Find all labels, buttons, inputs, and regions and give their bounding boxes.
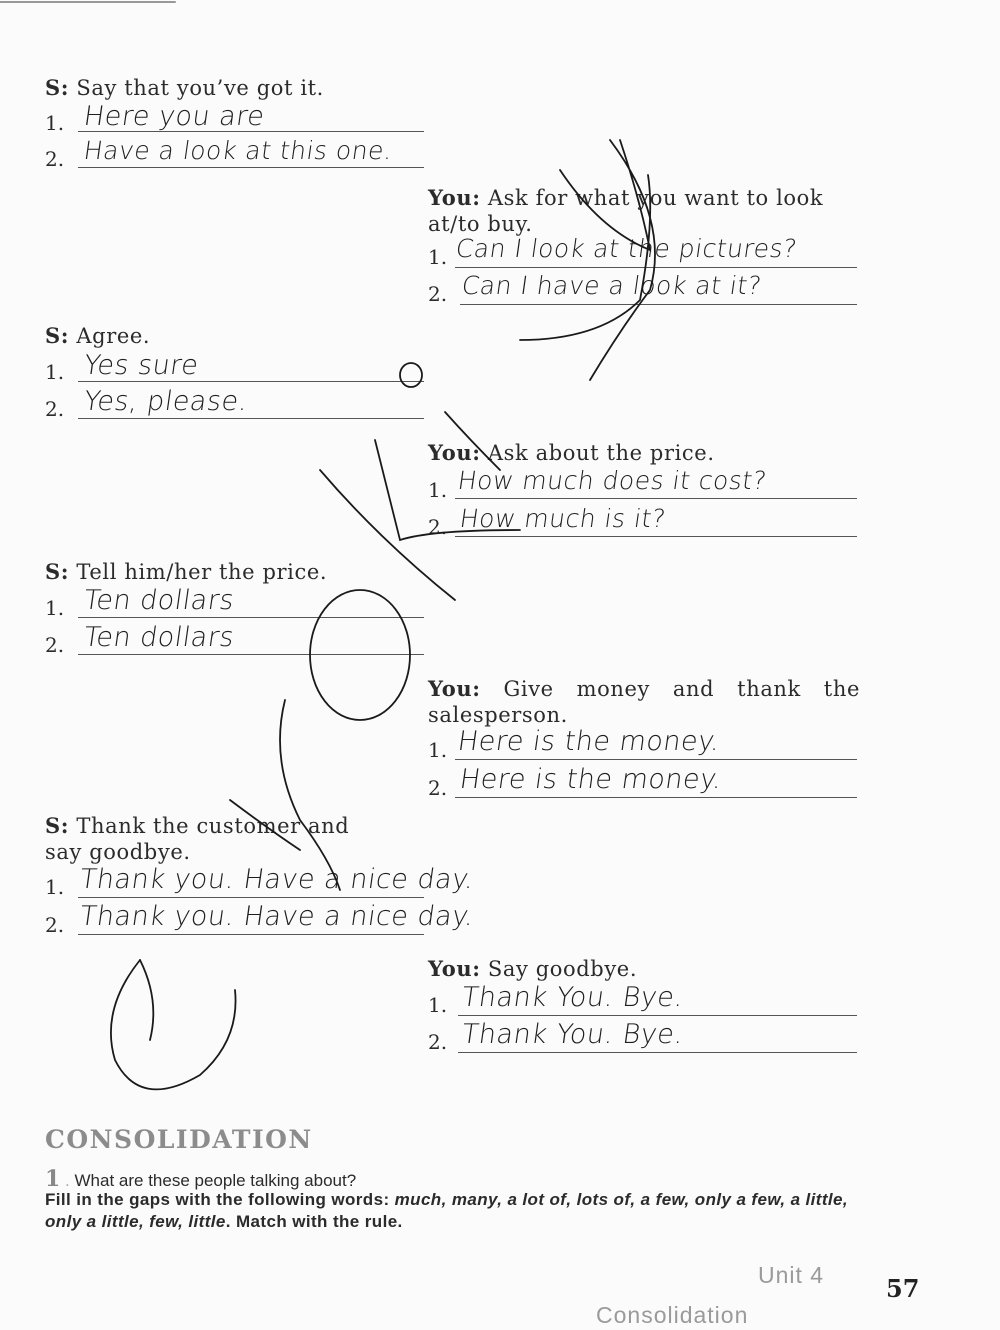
- task-question: 1 . What are these people talking about?: [45, 1166, 357, 1192]
- handwritten-answer: Here is the money.: [457, 764, 725, 795]
- line-number: 2.: [428, 776, 448, 800]
- handwritten-answer: Ten dollars: [81, 622, 237, 653]
- line-number: 2.: [428, 1030, 448, 1054]
- line-number: 1.: [428, 245, 448, 269]
- handwritten-answer: Thank you. Have a nice day.: [77, 864, 477, 895]
- task-number: 1: [45, 1166, 61, 1192]
- footer-unit: Unit 4: [758, 1262, 825, 1288]
- prompt-agree: S: Agree.: [45, 323, 151, 348]
- handwritten-answer: Can I have a look at it?: [459, 271, 764, 300]
- loop-mark: [111, 960, 236, 1089]
- line-number: 2.: [428, 282, 448, 306]
- prompt-thank-customer: S: Thank the customer and say goodbye.: [45, 813, 350, 864]
- task-instruction: Fill in the gaps with the following words: much, many, a lot of, lots of, a few, only a few, a little, only a little, few, little. Match with the rule.: [45, 1190, 849, 1231]
- prompt-ask-price: You: Ask about the price.: [428, 440, 715, 465]
- handwritten-answer: How much does it cost?: [455, 466, 769, 495]
- line-number: 1.: [45, 596, 65, 620]
- line-number: 2.: [45, 633, 65, 657]
- word-list: much, many, a lot of, lots of, a few, only a few, a little, only a little, few, little: [45, 1190, 849, 1231]
- circle-mark: [400, 363, 422, 387]
- prompt-say-got-it: S: Say that you’ve got it.: [45, 75, 324, 100]
- handwritten-answer: Can I look at the pictures?: [453, 234, 800, 263]
- handwritten-answer: Thank You. Bye.: [459, 1019, 686, 1050]
- prompt-say-goodbye: You: Say goodbye.: [428, 956, 638, 981]
- line-number: 1.: [428, 478, 448, 502]
- handwritten-answer: Here is the money.: [455, 726, 723, 757]
- line-number: 1.: [45, 360, 65, 384]
- footer-section: Consolidation: [596, 1302, 749, 1328]
- handwritten-answer: Thank You. Bye.: [459, 982, 686, 1013]
- prompt-tell-price: S: Tell him/her the price.: [45, 559, 328, 584]
- line-number: 2.: [45, 397, 65, 421]
- prompt-ask-for-item: You: Ask for what you want to look at/to buy.: [428, 185, 824, 236]
- line-number: 1.: [45, 875, 65, 899]
- line-number: 1.: [428, 993, 448, 1017]
- line-number: 2.: [428, 515, 448, 539]
- line-number: 1.: [45, 111, 65, 135]
- checkmark-mark: [560, 140, 655, 380]
- page-number: 57: [886, 1274, 920, 1303]
- consolidation-title: CONSOLIDATION: [45, 1125, 313, 1154]
- handwritten-answer: Yes, please.: [81, 386, 250, 417]
- line-number: 2.: [45, 147, 65, 171]
- handwritten-answer: How much is it?: [457, 504, 668, 533]
- oval-mark: [310, 590, 410, 720]
- prompt-give-money: You: Give money and thank the salesperson.: [428, 676, 861, 727]
- handwritten-answer: Have a look at this one.: [81, 136, 395, 165]
- line-number: 1.: [428, 738, 448, 762]
- handwritten-answer: Ten dollars: [81, 585, 237, 616]
- line-number: 2.: [45, 913, 65, 937]
- handwritten-answer: Yes sure: [81, 350, 201, 381]
- handwritten-answer: Thank you. Have a nice day.: [77, 901, 477, 932]
- handwritten-answer: Here you are: [81, 101, 267, 132]
